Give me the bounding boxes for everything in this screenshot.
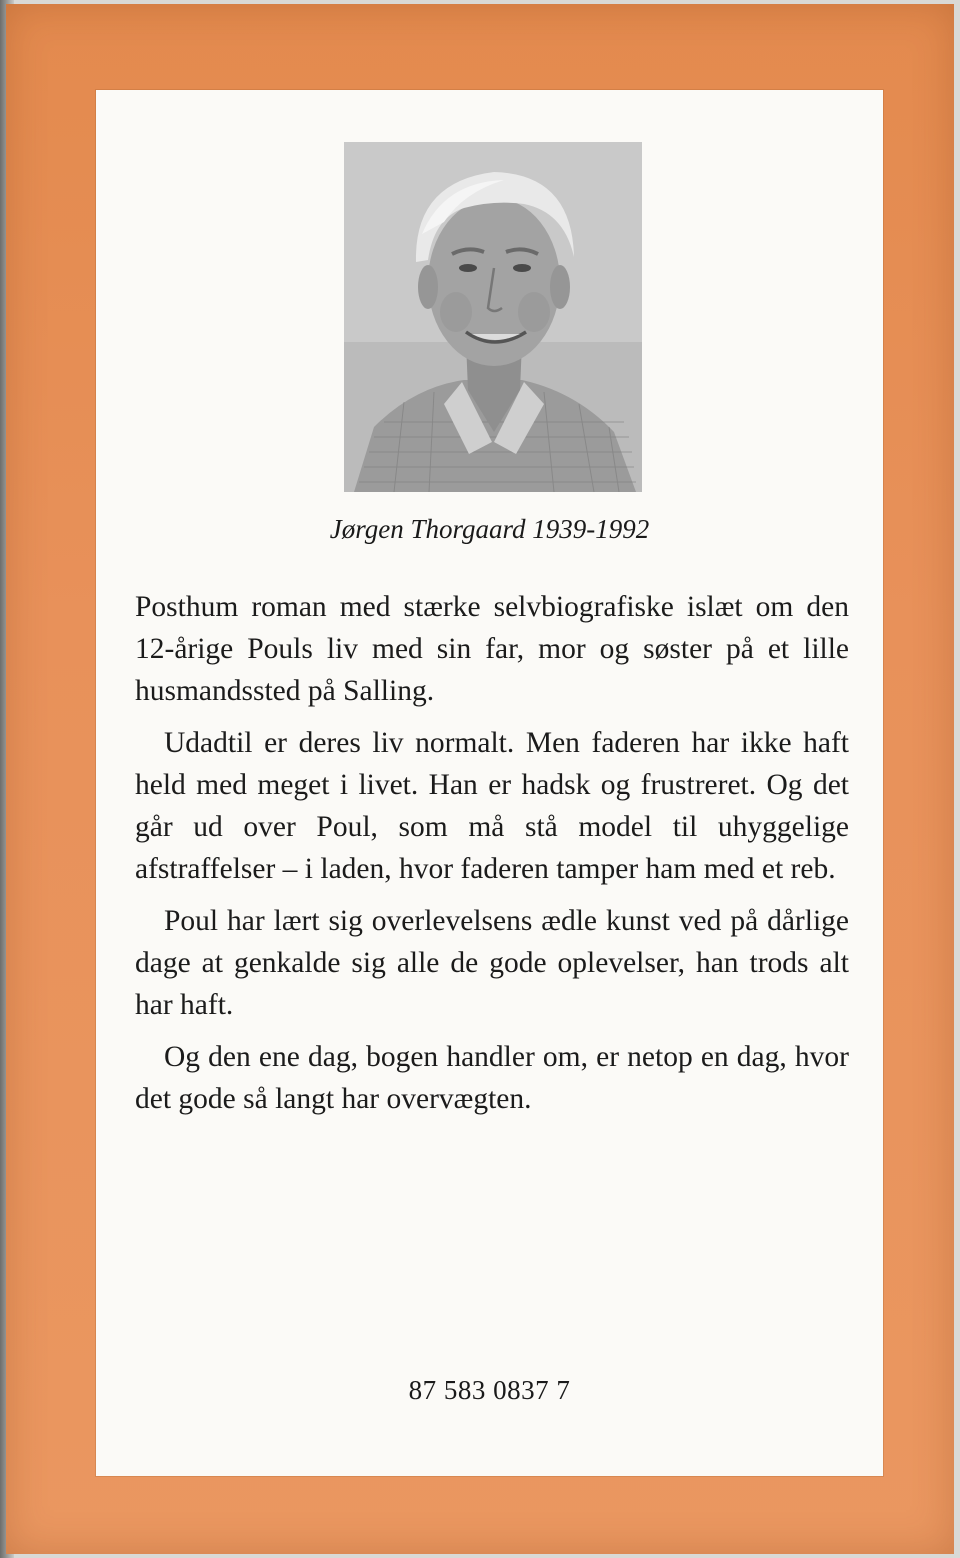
author-portrait-image [344,142,642,492]
author-photo [344,142,642,492]
blurb-paragraph-2: Udadtil er deres liv normalt. Men faderen har ikke haft held med meget i livet. Han er hadsk og frustreret. Og det går ud over Poul, som må stå model til uhyggelige afstraffelser – i laden, hvor faderen tamper ham med et reb. [135,727,849,885]
author-caption: Jørgen Thorgaard 1939-1992 [329,514,650,544]
blurb-paragraph-3: Poul har lært sig overlevelsens ædle kunst ved på dårlige dage at genkalde sig alle de gode oplevelser, han trods alt har haft. [135,905,849,1021]
cover-text-panel [96,90,883,1476]
blurb-paragraph-1: Posthum roman med stærke selvbiografiske islæt om den 12-årige Pouls liv med sin far, mor og søster på et lille husmandssted på Salling. [135,591,849,707]
book-back-cover [6,4,954,1554]
blurb-paragraph-4: Og den ene dag, bogen handler om, er netop en dag, hvor det gode så langt har overvægten. [135,1041,849,1115]
blurb-text [135,586,849,1130]
isbn-number: 87 583 0837 7 [408,1375,571,1405]
